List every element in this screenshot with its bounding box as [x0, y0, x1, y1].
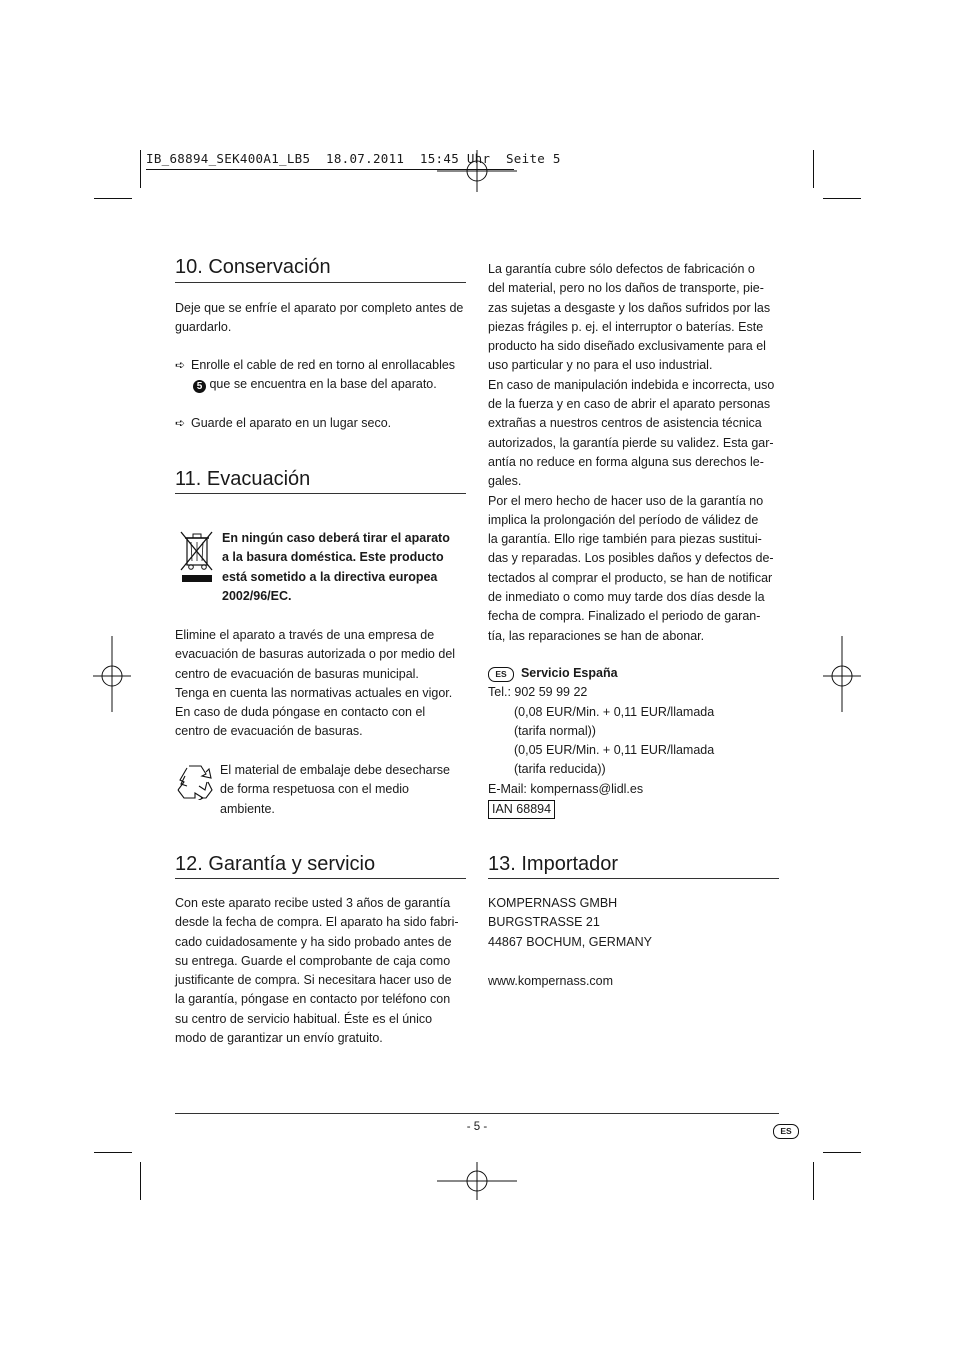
- country-badge: ES: [488, 667, 514, 682]
- section-title-garantia: 12. Garantía y servicio: [175, 853, 376, 875]
- service-tel: Tel.: 902 59 99 22: [488, 685, 588, 700]
- crop-mark: [813, 1162, 814, 1200]
- section-rule: [175, 282, 466, 283]
- registration-mark-icon: [823, 636, 861, 712]
- crop-mark: [823, 198, 861, 199]
- service-block: ES Servicio España Tel.: 902 59 99 22 (0,08 EUR/Min. + 0,11 EUR/llamada (tarifa normal)) (0,05 EUR/Min. + 0,11 EUR/llamada (tarifa reducida)) E-Mail: kompernass@lidl.es IAN 68894: [488, 664, 788, 819]
- section-rule: [488, 878, 779, 879]
- crossed-bin-icon: [178, 530, 214, 584]
- arrow-right-icon: ➪: [175, 416, 186, 430]
- recycle-icon: [175, 762, 215, 800]
- s12-body: Con este aparato recibe usted 3 años de garantía desde la fecha de compra. El aparato ha sido fabri- cado cuidadosamente y ha sido probado antes de su entrega. Guarde el comprobante de caja como justificante de compra. Si necesitara hacer uso de la garantía, póngase en contacto por teléfono con su centro de servicio habitual. Éste es el único modo de garantizar un envío gratuito.: [175, 896, 459, 1046]
- service-title: Servicio España: [520, 666, 618, 680]
- s10-bullet-2: ➪ Guarde el aparato en un lugar seco.: [175, 414, 470, 433]
- language-badge: ES: [773, 1121, 799, 1139]
- page-number: - 5 -: [466, 1121, 488, 1133]
- section-rule: [175, 493, 466, 494]
- section-title-importador: 13. Importador: [488, 853, 619, 875]
- arrow-right-icon: ➪: [175, 358, 186, 372]
- section-rule: [175, 878, 466, 879]
- crop-mark: [813, 150, 814, 188]
- registration-mark-icon: [93, 636, 131, 712]
- warranty-continued: La garantía cubre sólo defectos de fabricación o del material, pero no los daños de transporte, pie- zas sujetas a desgaste y los daños sufridos por las piezas frágiles p. ej. el interruptor o baterías. Este producto ha sido diseñado exclusivamente para el uso particular y no para el uso industrial. En caso de manipulación indebida e incorrecta, uso de la fuerza y en caso de abrir el aparato personas extrañas a nuestros centros de asistencia técnica autorizados, la garantía pierde su validez. Esta gar- antía no reduce en forma alguna sus derechos le- gales. Por el mero hecho de hacer uso de la garantía no implica la prolongación del período de válidez de la garantía. Ello rige también para piezas sustitui- das y reparadas. Los posibles daños y defectos de- tectados al comprar el producto, se han de notificar de inmediato o como muy tarde dos días desde la fecha de compra. Finalizado el periodo de garan- tía, las reparaciones se han de abonar.: [488, 262, 775, 643]
- crop-mark: [140, 150, 141, 188]
- slug-underline: [146, 169, 514, 170]
- registration-mark-icon: [437, 1162, 517, 1200]
- importer-website: www.kompernass.com: [488, 974, 614, 988]
- part-number-badge: 5: [193, 380, 206, 393]
- crop-mark: [94, 1152, 132, 1153]
- recycle-notice: El material de embalaje debe desecharse de forma respetuosa con el medio ambiente.: [220, 763, 450, 816]
- crop-mark: [94, 198, 132, 199]
- ian-box: IAN 68894: [488, 800, 555, 819]
- weee-notice: En ningún caso deberá tirar el aparato a la basura doméstica. Este producto está sometido a la directiva europea 2002/96/EC.: [222, 531, 450, 603]
- print-slug: IB_68894_SEK400A1_LB5 18.07.2011 15:45 Uhr Seite 5: [146, 151, 561, 166]
- footer-rule: [175, 1113, 779, 1114]
- crop-mark: [823, 1152, 861, 1153]
- importer-address: KOMPERNASS GMBH BURGSTRASSE 21 44867 BOCHUM, GERMANY: [488, 896, 652, 949]
- crop-mark: [140, 1162, 141, 1200]
- s11-body: Elimine el aparato a través de una empresa de evacuación de basuras autorizada o por medio del centro de evacuación de basuras municipal. Tenga en cuenta las normativas actuales en vigor. En caso de duda póngase en contacto con el centro de evacuación de basuras.: [175, 628, 456, 739]
- s10-bullet-1: ➪ Enrolle el cable de red en torno al enrollacables 5 que se encuentra en la base del aparato.: [175, 358, 456, 393]
- s10-intro: Deje que se enfríe el aparato por completo antes de guardarlo.: [175, 301, 464, 335]
- section-title-evacuacion: 11. Evacuación: [175, 468, 311, 490]
- service-email: E-Mail: kompernass@lidl.es: [488, 781, 644, 796]
- section-title-conservacion: 10. Conservación: [175, 256, 331, 278]
